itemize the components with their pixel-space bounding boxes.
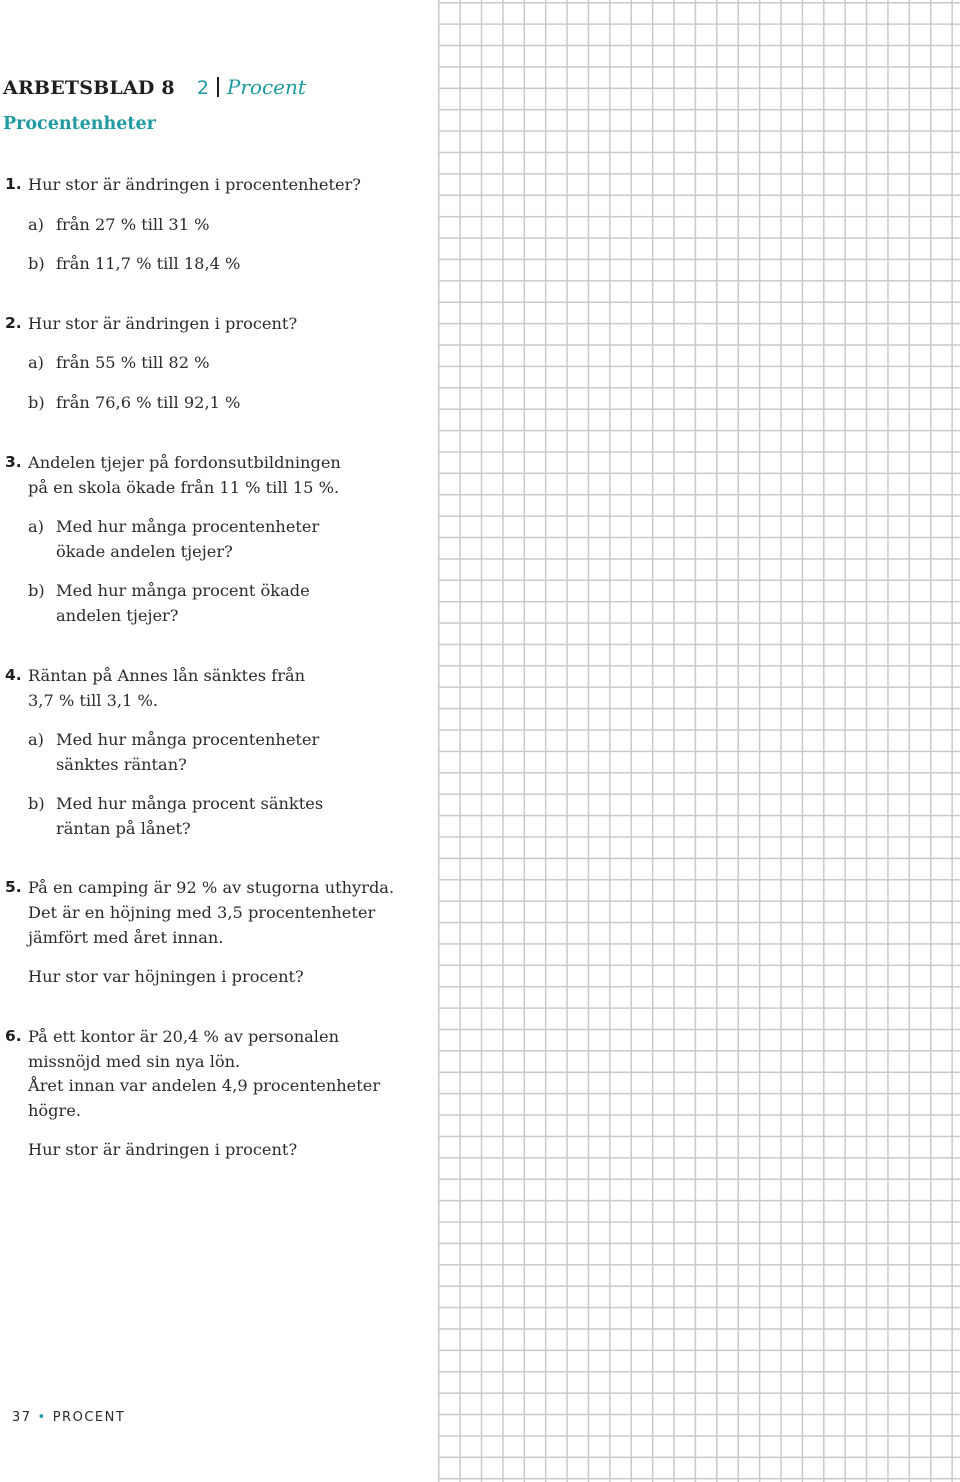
question-text: Räntan på Annes lån sänktes från [28,666,306,685]
question-number: 4. [5,666,22,684]
subquestion-label: a) [28,517,44,536]
subquestion-text: från 76,6 % till 92,1 % [56,393,241,412]
question-text: högre. [28,1101,81,1120]
question-number: 3. [5,453,22,471]
subquestion-text: Med hur många procent ökade [56,581,310,600]
question-text: på en skola ökade från 11 % till 15 %. [28,478,340,497]
subquestion-label: b) [28,393,45,412]
subquestion-label: b) [28,581,45,600]
subquestion-text: från 27 % till 31 % [56,215,210,234]
chapter-title: Procent [226,75,306,99]
question-number: 5. [5,878,22,896]
question-prompt: Hur stor var höjningen i procent? [28,967,304,986]
page-footer [12,1410,125,1425]
chapter-separator [217,77,219,97]
subquestion-label: a) [28,215,44,234]
question-number: 2. [5,314,22,332]
question-text: jämfört med året innan. [28,928,224,947]
subquestion-text: Med hur många procent sänktes [56,794,324,813]
question-text: 3,7 % till 3,1 %. [28,691,159,710]
subquestion-text: andelen tjejer? [56,606,179,625]
question-number: 6. [5,1027,22,1045]
question-text: På en camping är 92 % av stugorna uthyrda. [28,878,395,897]
question-text: Hur stor är ändringen i procent? [28,314,298,333]
question-text: Året innan var andelen 4,9 procentenheter [28,1076,381,1095]
worksheet-header [3,74,306,99]
subquestion-label: b) [28,794,45,813]
question-prompt: Hur stor är ändringen i procent? [28,1140,298,1159]
subquestion-text: från 11,7 % till 18,4 % [56,254,241,273]
footer-label: PROCENT [52,1410,126,1425]
question-text: missnöjd med sin nya lön. [28,1052,241,1071]
subquestion-text: ökade andelen tjejer? [56,542,233,561]
section-subtitle: Procentenheter [3,114,156,134]
page-number: 37 [12,1410,32,1425]
question-text: Det är en höjning med 3,5 procentenheter [28,903,376,922]
subquestion-text: Med hur många procentenheter [56,730,320,749]
subquestion-text: räntan på lånet? [56,819,191,838]
subquestion-label: a) [28,353,44,372]
question-text: Andelen tjejer på fordonsutbildningen [28,453,341,472]
subquestion-text: från 55 % till 82 % [56,353,210,372]
subquestion-label: a) [28,730,44,749]
question-text: På ett kontor är 20,4 % av personalen [28,1027,339,1046]
question-number: 1. [5,175,22,193]
subquestion-text: sänktes räntan? [56,755,187,774]
answer-grid [438,0,960,1482]
question-text: Hur stor är ändringen i procentenheter? [28,175,361,194]
sheet-label: ARBETSBLAD 8 [3,77,175,99]
chapter-number: 2 [196,77,209,99]
footer-separator: • [37,1410,47,1425]
subquestion-text: Med hur många procentenheter [56,517,320,536]
subquestion-label: b) [28,254,45,273]
